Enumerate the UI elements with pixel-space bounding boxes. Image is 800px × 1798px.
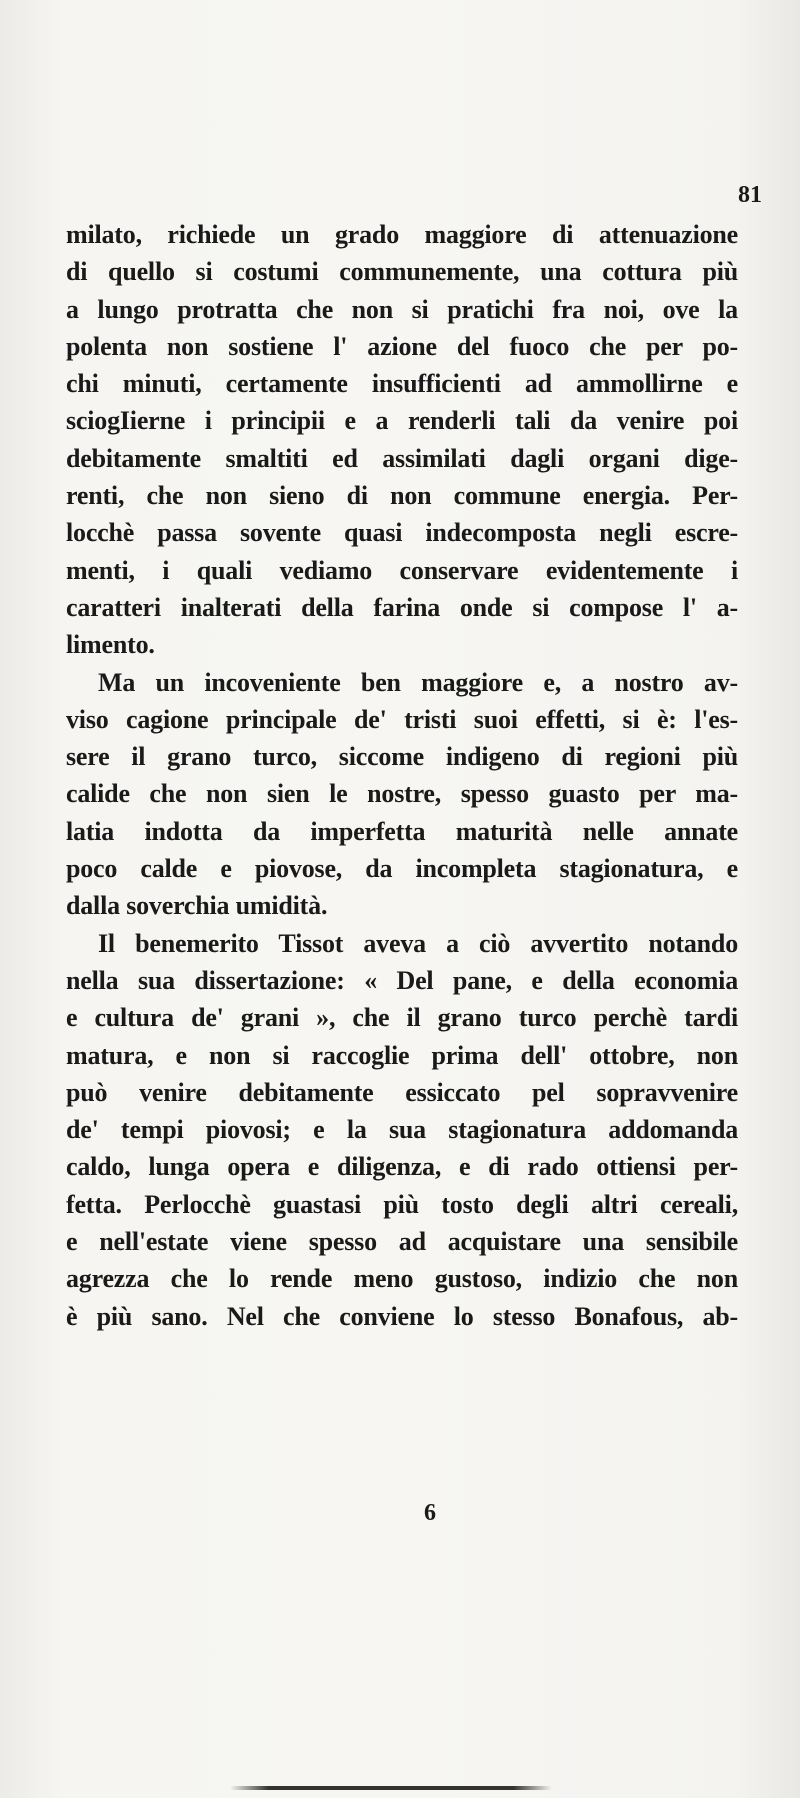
- bottom-rule: [230, 1786, 552, 1790]
- page-number: 81: [738, 182, 762, 208]
- text-line: de' tempi piovosi; e la sua stagionatura addomanda: [66, 1115, 738, 1145]
- text-line: renti, che non sieno di non commune energia. Per-: [66, 481, 738, 511]
- text-line: locchè passa sovente quasi indecomposta negli escre-: [66, 518, 738, 548]
- text-line: caratteri inalterati della farina onde si compose l' a-: [66, 592, 738, 622]
- text-line: menti, i quali vediamo conservare evidentemente i: [66, 555, 738, 585]
- text-line: polenta non sostiene l' azione del fuoco che per po-: [66, 331, 738, 361]
- paragraph-start-line: Ma un incoveniente ben maggiore e, a nostro av-: [98, 667, 738, 697]
- text-line: è più sano. Nel che conviene lo stesso Bonafous, ab-: [66, 1301, 738, 1331]
- text-line: può venire debitamente essiccato pel sopravvenire: [66, 1077, 738, 1107]
- text-line: a lungo protratta che non si pratichi fra noi, ove la: [66, 294, 738, 324]
- text-line: limento.: [66, 630, 155, 660]
- text-line: latia indotta da imperfetta maturità nelle annate: [66, 816, 738, 846]
- text-line: e cultura de' grani », che il grano turco perchè tardi: [66, 1003, 738, 1033]
- text-line: agrezza che lo rende meno gustoso, indizio che non: [66, 1264, 738, 1294]
- text-line: matura, e non si raccoglie prima dell' ottobre, non: [66, 1040, 738, 1070]
- text-line: poco calde e piovose, da incompleta stagionatura, e: [66, 854, 738, 884]
- text-line: sciogIierne i principii e a renderli tali da venire poi: [66, 406, 738, 436]
- text-line: chi minuti, certamente insufficienti ad ammollirne e: [66, 369, 738, 399]
- paragraph-start-line: Il benemerito Tissot aveva a ciò avvertito notando: [98, 928, 738, 958]
- text-line: viso cagione principale de' tristi suoi effetti, si è: l'es-: [66, 704, 738, 734]
- text-line: dalla soverchia umidità.: [66, 891, 328, 921]
- text-line: di quello si costumi communemente, una cottura più: [66, 257, 738, 287]
- text-line: milato, richiede un grado maggiore di attenuazione: [66, 220, 738, 249]
- text-line: nella sua dissertazione: « Del pane, e della economia: [66, 965, 738, 995]
- text-line: caldo, lunga opera e diligenza, e di rado ottiensi per-: [66, 1152, 738, 1182]
- signature-mark: 6: [424, 1500, 436, 1526]
- text-line: e nell'estate viene spesso ad acquistare una sensibile: [66, 1227, 738, 1257]
- text-line: calide che non sien le nostre, spesso guasto per ma-: [66, 779, 738, 809]
- text-line: debitamente smaltiti ed assimilati dagli organi dige-: [66, 443, 738, 473]
- text-line: sere il grano turco, siccome indigeno di regioni più: [66, 742, 738, 772]
- body-text: [66, 216, 738, 1335]
- text-line: fetta. Perlocchè guastasi più tosto degli altri cereali,: [66, 1189, 738, 1219]
